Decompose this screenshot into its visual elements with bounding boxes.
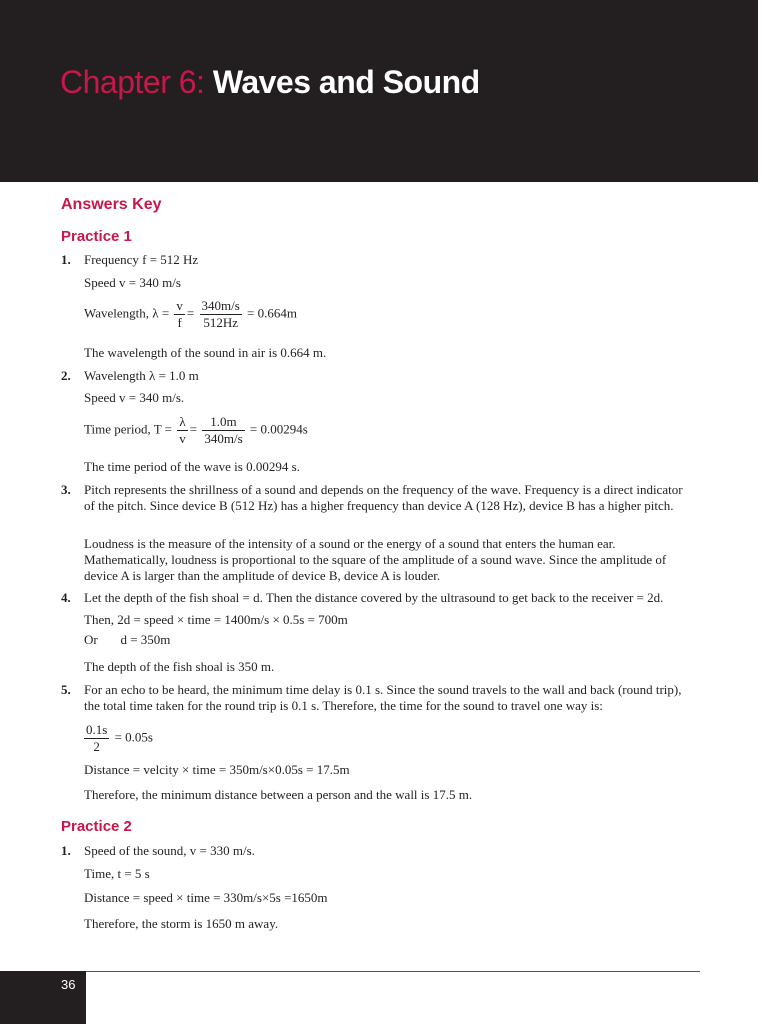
q3-pitch-paragraph: Pitch represents the shrillness of a sound and depends on the frequency of the wave. Frequency is a direct indicator of the pitch. Since device B (512 Hz) has a higher frequency than device A (128 Hz), device B has a higher pitch. (84, 482, 683, 513)
q4-answer: The depth of the fish shoal is 350 m. (84, 659, 275, 674)
chapter-header-band (0, 0, 758, 182)
q5-fraction-denominator: 2 (84, 738, 109, 755)
q1-frequency: Frequency f = 512 Hz (84, 252, 199, 267)
chapter-title (60, 64, 480, 101)
q1-fraction-v-over-f (174, 298, 185, 331)
q5-paragraph: For an echo to be heard, the minimum time delay is 0.1 s. Since the sound travels to the wall and back (round trip), the total time taken for the round trip is 0.1 s. Therefore, the time for the sound to travel one way is: (84, 682, 682, 713)
q5-fraction (84, 722, 109, 755)
q2-fraction-numerator: λ (179, 414, 186, 429)
q2-fraction-lambda-over-v (177, 414, 188, 447)
q5-distance-equation: Distance = velcity × time = 350m/s×0.05s = 17.5m (84, 762, 350, 777)
q1-fraction-numerator: v (176, 298, 183, 313)
q1-wavelength-result: = 0.664m (247, 305, 297, 321)
q1-wavelength-label: Wavelength, λ = (84, 305, 170, 321)
p2-q1-answer: Therefore, the storm is 1650 m away. (84, 916, 279, 931)
p2-q1-number: 1. (61, 843, 71, 858)
q2-answer: The time period of the wave is 0.00294 s. (84, 459, 300, 474)
q5-fraction-numerator: 0.1s (86, 722, 108, 737)
q4-number: 4. (61, 590, 71, 605)
q1-fraction-denominator: f (174, 314, 185, 331)
p2-q1-speed: Speed of the sound, v = 330 m/s. (84, 843, 255, 858)
q1-number: 1. (61, 252, 71, 267)
q2-number: 2. (61, 368, 71, 383)
q1-values-numerator: 340m/s (201, 298, 240, 313)
practice-1-heading: Practice 1 (61, 228, 132, 245)
q1-wavelength-equation: Wavelength, λ = $\frac{v}{f}$ = $\frac{340m/s}{512Hz}$ = 0.664m (84, 298, 297, 330)
q1-values-denominator: 512Hz (200, 314, 242, 331)
practice-2-heading: Practice 2 (61, 818, 132, 835)
q2-time-period-label: Time period, T = (84, 421, 172, 437)
chapter-name: Waves and Sound (212, 64, 480, 100)
p2-q1-time: Time, t = 5 s (84, 866, 150, 881)
q1-speed: Speed v = 340 m/s (84, 275, 181, 290)
q2-speed: Speed v = 340 m/s. (84, 390, 185, 405)
p2-q1-distance-equation: Distance = speed × time = 330m/s×5s =1650m (84, 890, 328, 905)
q5-half-time-result: = 0.05s (114, 729, 153, 745)
q5-answer: Therefore, the minimum distance between a person and the wall is 17.5 m. (84, 787, 473, 802)
q4-statement: Let the depth of the fish shoal = d. Then the distance covered by the ultrasound to get back to the receiver = 2d. (84, 590, 664, 605)
q2-time-period-result: = 0.00294s (249, 421, 308, 437)
q1-fraction-values (200, 298, 242, 331)
q2-time-period-equation: Time period, T = $\frac{\lambda}{v}$ = $\frac{1.0m}{340m/s}$ = 0.00294s (84, 414, 308, 446)
q4-then-equation: Then, 2d = speed × time = 1400m/s × 0.5s = 700m (84, 612, 348, 627)
q2-fraction-values (202, 414, 244, 447)
q2-values-numerator: 1.0m (210, 414, 237, 429)
footer-rule (86, 971, 700, 972)
q2-fraction-denominator: v (179, 431, 186, 446)
chapter-number: Chapter 6: (60, 64, 205, 100)
q5-half-time-equation (84, 722, 153, 755)
q2-values-denominator: 340m/s (204, 431, 243, 446)
q5-number: 5. (61, 682, 71, 697)
q2-wavelength: Wavelength λ = 1.0 m (84, 368, 199, 383)
q3-loudness-paragraph: Loudness is the measure of the intensity of a sound or the energy of a sound that enters the human ear. Mathematically, loudness is proportional to the square of the amplitude of a sound wave. Since the amplitude of device A is larger than the amplitude of device B, device A is louder. (84, 536, 667, 583)
answers-key-heading: Answers Key (61, 196, 162, 213)
q4-or-equation: Or d = 350m (84, 632, 171, 647)
q1-answer: The wavelength of the sound in air is 0.664 m. (84, 345, 327, 360)
q3-number: 3. (61, 482, 71, 497)
page-number: 36 (61, 977, 76, 992)
